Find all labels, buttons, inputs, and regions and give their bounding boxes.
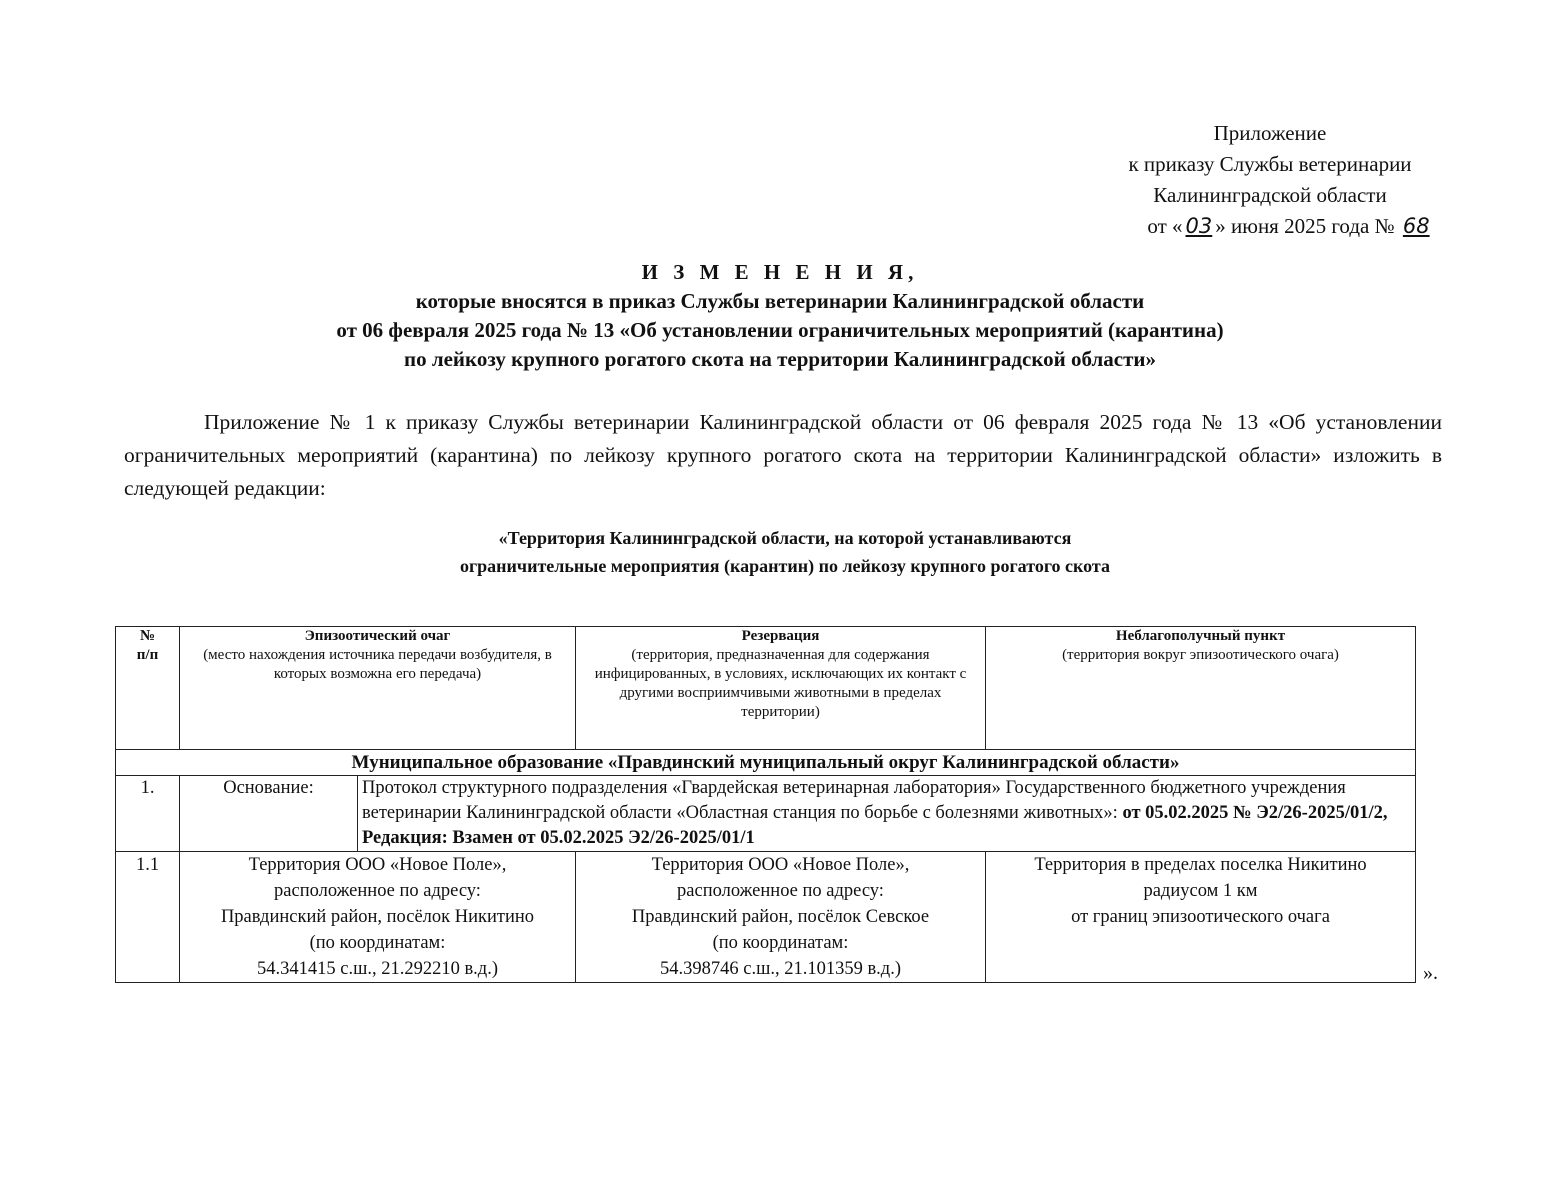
date-mid: » июня 2025 года № bbox=[1215, 214, 1395, 238]
basis-text-plain: Протокол структурного подразделения «Гвардейская ветеринарная лаборатория» Государственного бюджетного учреждения ветеринарии Калининградской области «Областная станция по борьбе с болезнями животных»: bbox=[362, 778, 1346, 823]
row-reservation-line: Правдинский район, посёлок Севское bbox=[631, 907, 930, 927]
row-focus-line: Территория ООО «Новое Поле», bbox=[248, 855, 507, 875]
header-reservation-desc: (территория, предназначенная для содержания инфицированных, в условиях, исключающих их контакт с другими восприимчивыми животными в пределах территории) bbox=[594, 647, 967, 720]
handwritten-day: 03 bbox=[1185, 214, 1213, 238]
header-reservation bbox=[576, 627, 986, 750]
row-reservation-line: Территория ООО «Новое Поле», bbox=[651, 855, 910, 875]
appendix-date-line bbox=[1080, 211, 1460, 242]
header-num bbox=[116, 627, 180, 750]
basis-row bbox=[116, 776, 1416, 852]
header-point-desc: (территория вокруг эпизоотического очага) bbox=[1062, 647, 1339, 663]
row-focus bbox=[180, 852, 576, 983]
municipality-cell: Муниципальное образование «Правдинский муниципальный округ Калининградской области» bbox=[116, 750, 1416, 776]
basis-label: Основание: bbox=[180, 776, 358, 852]
row-point bbox=[986, 852, 1416, 983]
basis-text-bold: от 05.02.2025 № Э2/26-2025/01/2, Редакция: Взамен от 05.02.2025 Э2/26-2025/01/1 bbox=[362, 803, 1388, 848]
appendix-line-1: Приложение bbox=[1213, 121, 1327, 145]
row-reservation-line: расположенное по адресу: bbox=[677, 881, 884, 901]
row-point-line: радиусом 1 км bbox=[1143, 881, 1258, 901]
row-num: 1.1 bbox=[116, 852, 180, 983]
header-num-line-2: п/п bbox=[136, 647, 159, 663]
row-focus-line: (по координатам: bbox=[309, 933, 446, 953]
header-point bbox=[986, 627, 1416, 750]
table-title-line-1: «Территория Калининградской области, на которой устанавливаются bbox=[498, 528, 1072, 548]
table-header-row bbox=[116, 627, 1416, 750]
date-prefix: от « bbox=[1147, 214, 1183, 238]
table-title-line-2: ограничительные мероприятия (карантин) по лейкозу крупного рогатого скота bbox=[460, 556, 1110, 576]
closing-quote: ». bbox=[1423, 962, 1438, 984]
row-point-line: от границ эпизоотического очага bbox=[1071, 907, 1330, 927]
heading-line-2: от 06 февраля 2025 года № 13 «Об установлении ограничительных мероприятий (карантина) bbox=[336, 318, 1224, 342]
row-reservation-line: 54.398746 с.ш., 21.101359 в.д.) bbox=[659, 959, 901, 979]
quarantine-table bbox=[115, 626, 1416, 983]
basis-text bbox=[358, 776, 1416, 852]
row-reservation-line: (по координатам: bbox=[712, 933, 849, 953]
appendix-block bbox=[1080, 118, 1460, 242]
row-focus-line: расположенное по адресу: bbox=[274, 881, 481, 901]
header-reservation-title: Резервация bbox=[741, 628, 820, 644]
header-focus-desc: (место нахождения источника передачи возбудителя, в которых возможна его передача) bbox=[203, 647, 552, 682]
table-title bbox=[200, 524, 1370, 580]
municipality-row bbox=[116, 750, 1416, 776]
heading-line-3: по лейкозу крупного рогатого скота на территории Калининградской области» bbox=[403, 347, 1156, 371]
row-focus-line: 54.341415 с.ш., 21.292210 в.д.) bbox=[256, 959, 498, 979]
row-reservation bbox=[576, 852, 986, 983]
basis-num: 1. bbox=[116, 776, 180, 852]
table-row bbox=[116, 852, 1416, 983]
body-paragraph: Приложение № 1 к приказу Службы ветеринарии Калининградской области от 06 февраля 2025 года № 13 «Об установлении ограничительных мероприятий (карантина) по лейкозу крупного рогатого скота на территории Калининградской области» изложить в следующей редакции: bbox=[124, 410, 1442, 500]
document-heading bbox=[110, 258, 1450, 374]
header-focus bbox=[180, 627, 576, 750]
handwritten-order-number: 68 bbox=[1402, 214, 1430, 238]
appendix-line-2: к приказу Службы ветеринарии bbox=[1128, 152, 1412, 176]
row-point-line: Территория в пределах поселка Никитино bbox=[1034, 855, 1367, 875]
header-num-line-1: № bbox=[139, 628, 156, 644]
header-focus-title: Эпизоотический очаг bbox=[304, 628, 451, 644]
header-point-title: Неблагополучный пункт bbox=[1115, 628, 1286, 644]
heading-title: И З М Е Н Е Н И Я, bbox=[641, 260, 919, 284]
appendix-line-3: Калининградской области bbox=[1153, 183, 1387, 207]
heading-line-1: которые вносятся в приказ Службы ветеринарии Калининградской области bbox=[415, 289, 1145, 313]
row-focus-line: Правдинский район, посёлок Никитино bbox=[220, 907, 535, 927]
